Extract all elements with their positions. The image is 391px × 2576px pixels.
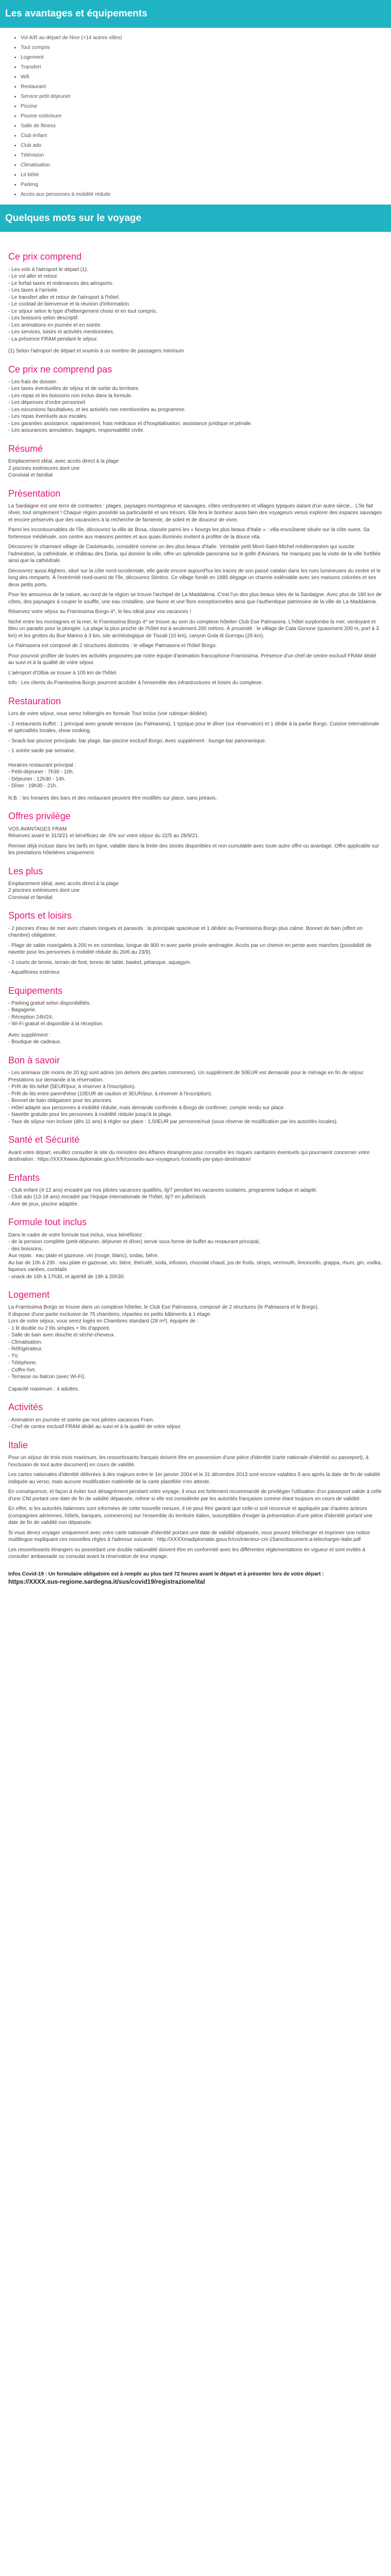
good-to-know-section [8, 1054, 383, 1125]
text-line: - Animation en journée et soirée par nos pilotes vacances Fram. [8, 1417, 154, 1423]
pluses-list [8, 880, 383, 902]
advantages-list [21, 33, 391, 199]
text-line: - des boissons, [8, 1246, 43, 1252]
good-to-know-title: Bon à savoir [8, 1055, 60, 1065]
summary-section [8, 443, 383, 479]
text-line: - Les taxes à l'arrivée. [8, 287, 59, 294]
text-line: - Les excursions facultatives, et les activités non mentionnées au programme. [8, 406, 186, 413]
text-line: - Le transfert aller et retour de l'aéroport à l'hôtel. [8, 294, 120, 300]
text-line: Convivial et familial [8, 894, 53, 901]
italy-section [8, 1439, 383, 1561]
paragraph: L'aéroport d'Olbia se trouve à 105 km de l'hôtel. [8, 670, 118, 676]
paragraph: Niché entre les montagnes et la mer, le Framissima Borgo 4* se trouve au sein du complexe hôtelier Club Ese Palmasera. L'hôtel surplombe la mer, verdoyant et bleu un paradis pour la plongée. La plage la plus proche de l'hôtel est à seulement 200 mètres. À proximité : le village de Cala Gonone (quasiment 200 m, port à 3 km) et les grottes du Bue Marino à 3 km, site archéologique de Tiscali (10 km), canyon Gola di Gorropu (25 km). [8, 619, 379, 639]
lodging-section [8, 1289, 383, 1393]
text-line: Emplacement idéal, avec accès direct à la plage [8, 880, 119, 887]
lodging-list [8, 1304, 383, 1381]
text-line: Il dispose d'une partie exclusive de 75 chambres, réparties en petits bâtiments à 1 étage. [8, 1311, 211, 1317]
paragraph: Pour pourvoir profiter de toutes les activités proposées par notre équipe d'animation francophone Framissima. Présence d'un chef de centre exclusif FRAM dédié au suivi et à la qualité de votre séjour. [8, 653, 377, 666]
paragraph: Pour un séjour de trois mois maximum, les ressortissants français doivent être en possession d'une pièce d'identité (carte nationale d'identité ou passeport), à l'exclusion de tout autre document) en cours de validité. [8, 1455, 369, 1468]
trip-details [0, 232, 391, 1596]
text-line: - Les dépenses d'ordre personnel. [8, 400, 87, 406]
advantage-item: • Salle de fitness [21, 121, 391, 131]
text-line: - Wi-Fi gratuit et disponible à la réception. [8, 1021, 104, 1027]
health-list [8, 1149, 383, 1163]
offer-list [8, 833, 383, 857]
included-section [8, 250, 383, 354]
text-line: - Les assurances annulation, bagages, responsabilité civile. [8, 428, 145, 434]
covid-info: Infos Covid-19 : Un formulaire obligatoire est à remplir au plus tard 72 heures avant le départ et à présenter lors de votre départ : [8, 1571, 324, 1577]
advantage-item: • Télévision [21, 150, 391, 160]
text-line: - Terrasse ou balcon (avec Wi-Fi). [8, 1374, 86, 1380]
offer-subtitle: VOS AVANTAGES FRAM [8, 826, 67, 832]
advantage-item: • Club enfant [21, 131, 391, 141]
text-line: La Framissima Borgo se trouve dans un complexe hôtelier, le Club Ese Palmasera, composé de 2 structures (le Palmasera et le Borgo). [8, 1304, 319, 1311]
text-line: - Le séjour selon le type d'hébergement choisi et en tout compris. [8, 308, 157, 314]
text-line: - Chef de centre exclusif FRAM dédié au suivi et à la qualité de votre séjour. [8, 1424, 182, 1430]
text-line: - Hôtel adapté aux personnes à mobilité réduite, mais demande confirmée à Borgo de confirmer, compte rendu sur place. [8, 1105, 285, 1111]
paragraph: En conséquence, et façon à éviter tout désagrément pendant votre voyage, il vous est fortement recommandé de privilégier l'utilisation d'un passeport valide à celle d'une CNI portant une date de fin de validité dépassée, même si elle est considérée par les autorités françaises comme étant toujours en cours de validité. [8, 1489, 382, 1502]
text-line: Dans le cadre de votre formule tout inclus, vous bénéficiez : [8, 1232, 145, 1238]
text-line: - Parking gratuit selon disponibilités. [8, 1000, 91, 1006]
text-line: Convivial et familial [8, 472, 53, 479]
pluses-title: Les plus [8, 866, 43, 876]
text-line: Aux repas : eau plate et gazeuse, vin (rouge, blanc), sodas, bière. [8, 1253, 159, 1259]
text-line: - Bonnet de bain obligatoire pour les piscines. [8, 1098, 113, 1104]
text-line: - Les taxes éventuelles de séjour et de sortie du territoire. [8, 386, 140, 392]
lodging-capacity: Capacité maximum : 4 adultes. [8, 1386, 79, 1392]
text-line: 2 piscines extérieures dont une [8, 888, 80, 894]
kids-title: Enfants [8, 1172, 40, 1183]
offer-section [8, 810, 383, 856]
text-line: - Le cocktail de bienvenue et la réunion d'information. [8, 301, 131, 308]
text-line: - 1 lit double ou 2 lits simples + lits d'appoint. [8, 1325, 110, 1331]
summary-title: Résumé [8, 443, 43, 454]
all-inclusive-title: Formule tout inclus [8, 1217, 87, 1228]
included-list [8, 266, 383, 343]
paragraph: Si vous devez voyager uniquement avec votre carte nationale d'identité portant une date de validité dépassée, vous pouvez télécharger et imprimer une notice multilingue expliquant ces nouvelles règles à l'adresse suivante : http://XXXXmadiplomatie.gouv.fr/cni/interieur-cni-15ans/document-a-telecharger-italie.pdf [8, 1530, 370, 1543]
paragraph: Découvrez le charmant village de Castelsardo, considéré comme un des plus beaux d'Italie. Véritable petit Mont-Saint-Michel méditerranéen qui suscite l'admiration, la cathédrale, le château des Doria, qui domine la ville, offre un splendide panorama sur le golfe d'Asinara. Ne manquez pas la visite de la ville fortifiée ainsi que la cathédrale. [8, 544, 381, 564]
advantage-item: • Wifi [21, 72, 391, 82]
advantage-item: • Climatisation [21, 160, 391, 170]
equipment-title: Equipements [8, 985, 63, 996]
paragraph: Les ressortissants étrangers ou possédant une double nationalité doivent être en conformité avec les différentes réglementations en vigueur et sont invités à consulter ambassade ou consulat avant la réservation de leur voyage. [8, 1547, 365, 1560]
good-to-know-list [8, 1070, 383, 1125]
sports-title: Sports et loisirs [8, 910, 72, 921]
text-line: - Prêt de lits entre parenthèse (10EUR de caution et 3EUR/jour, à réserver à l'inscription). [8, 1091, 213, 1097]
sports-list [8, 925, 383, 976]
text-line: - Navette gratuite pour les personnes à mobilité réduite jusqu'à la plage. [8, 1112, 173, 1118]
hours-title: Horaires restaurant principal : [8, 762, 76, 768]
activities-list [8, 1417, 383, 1431]
equipment-section [8, 985, 383, 1046]
paragraph: - 1 soirée sarde par semaine. [8, 748, 76, 754]
paragraph: En effet, si les autorités italiennes sont informées de cette nouvelle mesure, il ne peut être garanti que celle-ci soit reconnue et appliquée par d'autres acteurs (compagnies aériennes, hôtels, banques, commerces) sur l'ensemble du territoire italien, susceptibles d'exiger la présentation d'une pièce d'identité portant une date de fin de validité non dépassée. [8, 1506, 372, 1526]
text-line: - Les animaux (de moins de 20 kg) sont admis (en dehors des parties communes). Un supplément de 50EUR est demandé pour le ménage en fin de séjour. Prestations sur demande à la réservation. [8, 1070, 365, 1083]
health-section [8, 1133, 383, 1163]
footer [8, 1571, 383, 1586]
activities-section [8, 1401, 383, 1430]
paragraph: - Plage de sable rose/galets à 200 m en contrebas, longue de 800 m avec partie privée aménagée. Accès par un chemin en pente avec marches (possibilité de navette pour les personnes à mobilité réduite du 20/6 au 23/9). [8, 942, 372, 956]
offer-title: Offres privilège [8, 811, 71, 822]
text-line: - Réception 24h/24. [8, 1014, 54, 1020]
text-line: 2 piscines extérieures dont une [8, 465, 80, 471]
restaurant-title: Restauration [8, 696, 61, 706]
paragraph: Pour les amoureux de la nature, au nord de la région se trouve l'archipel de La Maddalena. C'est l'un des plus beaux sites de la Sardaigne. Avec plus de 180 km de côtes, des paysages à couper le souffle, une eau cristalline, une faune et une flore exceptionnelles ainsi que l'authentique patrimoine de la ville de La Maddalena. [8, 592, 382, 605]
text-line: - Les garanties assistance, rapatriement, frais médicaux et d'hospitalisation, assistance juridique et pénale. [8, 420, 252, 427]
text-line: - Prêt de lits bébé (5EUR/jour, à réserver à l'inscription). [8, 1084, 136, 1090]
paragraph: Découvrez aussi Alghero, situé sur la côte nord-occidentale, elle garde encore aujourd'hui les traces de son passé catalan dans les rues lumineuses du centre et le long des remparts. À l'extrémité nord-ouest de l'île, découvrez Stintino. Ce village fondé en 1885 dégage un charme indéniable avec ses maisons colorées et ses deux petits ports. [8, 568, 381, 588]
paragraph: Remise déjà incluse dans les tarifs en ligne, valable dans la limite des stocks disponibles et non cumulable avec toute autre offre ou avantage. Offre applicable sur les prestations hôtelières uniquement. [8, 843, 379, 856]
restaurant-list [8, 721, 383, 755]
text-line: - Climatisation. [8, 1339, 43, 1345]
activities-title: Activités [8, 1402, 43, 1413]
paragraph: La Sardaigne est une terre de contrastes : plages, paysages montagneux et sauvages, côtes verdoyantes et villages typiques datant d'un autre siècle... L'île fait rêver, tout simplement ! Chaque région possède sa particularité et ses trésors. Elle fera le bonheur aussi bien des voyageurs venus explorer des espaces sauvages et encore préservés que des vacanciers à la recherche de farniente, de soleil et de douceur de vivre. [8, 503, 382, 523]
not-included-title: Ce prix ne comprend pas [8, 364, 112, 375]
kids-list [8, 1187, 383, 1208]
kids-section [8, 1172, 383, 1208]
included-title: Ce prix comprend [8, 251, 82, 262]
health-title: Santé et Sécurité [8, 1134, 80, 1145]
paragraph: Le Palmasera est composé de 2 structures distinctes : le village Palmasera et l'hôtel Borgo. [8, 643, 217, 649]
restaurant-intro: Lors de votre séjour, vous serez hébergés en formule Tout Inclus (voir rubrique dédiée). [8, 711, 208, 717]
all-inclusive-list [8, 1232, 383, 1281]
italy-text [8, 1454, 383, 1561]
pluses-section [8, 865, 383, 902]
not-included-section [8, 363, 383, 434]
advantages-title: Les avantages et équipements [0, 0, 391, 28]
restaurant-note: N.B. : les horaires des bars et des restaurant peuvent être modifiés sur place, sans préavis. [8, 795, 217, 801]
advantage-item: • Piscine extérieure [21, 111, 391, 121]
text-line: - Boutique de cadeaux. [8, 1039, 61, 1045]
text-line: - Coffre-fort. [8, 1367, 36, 1373]
text-line: - Dîner : 19h30 - 21h. [8, 783, 58, 789]
text-line: - Téléphone. [8, 1360, 37, 1366]
paragraph: Parmi les incontournables de l'île, découvrez la ville de Bosa, classée parmi les « bourgs les plus beaux d'Italie » : villa envoûtante située sur la côte ouest. Sa forteresse médiévale, son centre aux maisons peintes et aux quais illuminés invitent à profiter de la douce vita. [8, 527, 370, 540]
text-line: - Les repas éventuels aux escales. [8, 414, 88, 420]
paragraph: Info : Les clients du Framissima Borgo pourront accéder à l'ensemble des infrastructures et loisirs du complexe. [8, 680, 263, 686]
text-line: - Club ado (13-18 ans) encadré par l'équipe internationale de l'hôtel, 6j/7 en juillet/août. [8, 1194, 207, 1200]
lodging-title: Logement [8, 1290, 50, 1300]
advantages-section [0, 0, 391, 199]
equipment-list [8, 1000, 383, 1028]
presentation-section [8, 487, 383, 687]
advantage-item: • Vol A/R au départ de Nice (+14 autres villes) [21, 33, 391, 43]
text-line: - Les vols à l'aéroport le départ (1). [8, 266, 88, 273]
text-line: - Le vol aller et retour. [8, 274, 58, 280]
text-line: - Bagagerie. [8, 1007, 37, 1013]
sports-section [8, 909, 383, 976]
paragraph: Les cartes nationales d'identité délivrées à des majeurs entre le 1er janvier 2004 et le 31 décembre 2013 sont encore valables 5 ans après la date de fin de validité indiquée au verso, mais aucune modification matérielle de la carte plastifiée n'en atteste. [8, 1472, 381, 1485]
advantage-item: • Logement [21, 53, 391, 62]
advantage-item: • Parking [21, 180, 391, 190]
presentation-title: Présentation [8, 488, 61, 499]
advantage-item: • Restaurant [21, 82, 391, 92]
advantage-item: • Club ado [21, 141, 391, 150]
text-line: - de la pension complète (petit-déjeuner, déjeuner et dîner) servie sous forme de buffet au restaurant principal, [8, 1239, 260, 1245]
text-line: - La présence FRAM pendant le séjour. [8, 336, 98, 342]
advantage-item: • Piscine [21, 101, 391, 111]
text-line: - TV. [8, 1353, 19, 1359]
advantage-item: • Lit bébé [21, 170, 391, 180]
summary-list [8, 458, 383, 479]
italy-title: Italie [8, 1439, 28, 1450]
advantage-item: • Service petit déjeuner [21, 92, 391, 101]
text-line: - Les services, loisirs et activités mentionnées. [8, 329, 115, 335]
advantage-item: • Transfert [21, 62, 391, 72]
text-line: - Réfrigérateur. [8, 1346, 43, 1352]
presentation-text [8, 503, 383, 687]
text-line: Au bar de 10h à 23h : eau plate et gazeuse, vin, bière, thé/café, soda, infusion, chocolat chaud, jus de fruits, sirops, vermouth, limoncello, grappa, rhum, gin, vodka, liqueurs variées, cocktails [8, 1260, 382, 1273]
text-line: - Les boissons selon descriptif. [8, 315, 79, 321]
text-line: - Déjeuner : 12h30 - 14h. [8, 776, 66, 782]
equipment-sup-title: Avec supplément : [8, 1032, 51, 1038]
restaurant-section [8, 695, 383, 802]
text-line: Emplacement idéal, avec accès direct à la plage [8, 459, 119, 465]
hours-list [8, 769, 383, 790]
text-line: - Les repas et les boissons non inclus dans la formule. [8, 393, 133, 399]
text-line: - Le forfait taxes et redevances des aéroports. [8, 280, 113, 286]
text-line: Lors de votre séjour, vous serez logés en Chambres standard (28 m²), équipée de : [8, 1318, 199, 1325]
about-title: Quelques mots sur le voyage [0, 205, 391, 232]
covid-form-link[interactable]: https://XXXX.sus-regione.sardegna.it/sus/covid19/registrazione/ital [8, 1578, 205, 1586]
text-line: - Les frais de dossier. [8, 379, 58, 385]
all-inclusive-section [8, 1216, 383, 1280]
text-line: - Aire de jeux, piscine adaptée. [8, 1201, 79, 1207]
paragraph: - Snack-bar piscine principale, bar plage, bar-piscine exclusif Borgo. Avec supplément : lounge-bar panoramique. [8, 738, 267, 744]
text-line: - Les animations en journée et en soirée. [8, 322, 102, 328]
not-included-list [8, 379, 383, 434]
equipment-sup-list [8, 1039, 383, 1046]
text-line: - Club enfant (4-12 ans) encadré par nos pilotes vacances qualifiés, 6j/7 pendant les vacances scolaires, programme ludique et adapté. [8, 1187, 318, 1193]
paragraph: - 2 piscines d'eau de mer avec chaises longues et parasols : la principale spacieuse et 1 dédiée au Framissima Borgo plus calme. Bonnet de bain (offert en chambre) obligatoire. [8, 925, 363, 939]
text-line: - Taxe de séjour non incluse (dès 11 ans) à régler sur place : 1,50EUR par personne/nuit (sous réserve de modification par les autorités locales). [8, 1118, 338, 1125]
text-line: - snack de 16h à 17h30, et apéritif de 19h à 20h30. [8, 1274, 125, 1280]
advantage-item: • Accès aux personnes à mobilité réduite [21, 190, 391, 199]
text-line: - Salle de bain avec douche et sèche-cheveux. [8, 1332, 116, 1338]
included-note: (1) Selon l'aéroport de départ et soumis à un nombre de passagers minimum [8, 348, 184, 354]
paragraph: - 2 courts de tennis, terrain de foot, tennis de table, basket, pétanque, aquagym. [8, 959, 191, 965]
paragraph: Réservez votre séjour au Framissima Borgo 4*, le lieu idéal pour vos vacances ! [8, 609, 191, 615]
advantage-item: • Tout compris [21, 43, 391, 53]
paragraph: - Aquafitness extérieur. [8, 970, 61, 976]
paragraph: - 2 restaurants buffet : 1 principal avec grande terrasse (au Palmasera), 1 typique pour le dîner (sur réservation) et 1 dédié à la partie Borgo. Cuisine internationale et spécialités locales, show cooking. [8, 721, 380, 734]
paragraph: Avant votre départ, veuillez consulter le site du ministère des Affaires étrangères pour connaître les risques sanitaires éventuels qui pourraient concerner votre destination : https://XXXXwww.diplomatie.gouv.fr/fr/conseils-aux-voyageurs /conseils-par-pays-destination/ [8, 1149, 370, 1163]
paragraph: Réservez avant le 31/3/21 et bénéficiez de -5% sur votre séjour du 22/5 au 28/9/21. [8, 833, 200, 839]
text-line: - Petit-déjeuner : 7h30 - 10h. [8, 769, 74, 775]
